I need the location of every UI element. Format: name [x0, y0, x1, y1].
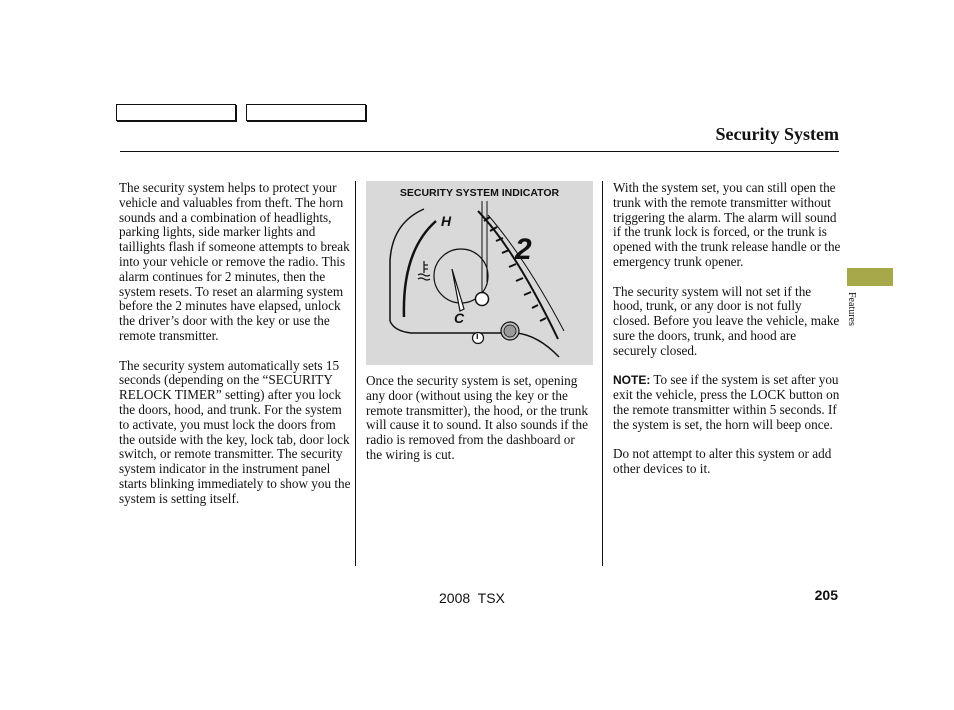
- right-column: [613, 181, 841, 492]
- paragraph: The security system will not set if the hood, trunk, or any door is not fully closed. Before you leave the vehicle, make sure the doors, trunk, and hood are securely closed.: [613, 283, 840, 358]
- temperature-icon: [418, 261, 430, 280]
- paragraph: With the system set, you can still open the trunk with the remote transmitter without triggering the alarm. The alarm will sound if the trunk lock is forced, or the trunk is opened with the trunk release handle or the emergency trunk opener.: [613, 180, 841, 269]
- section-tab: [847, 268, 893, 286]
- footer-model: 2008 TSX: [439, 590, 505, 606]
- note-label: NOTE:: [613, 373, 651, 388]
- header-tab-box-1: [116, 104, 236, 121]
- paragraph: Do not attempt to alter this system or add other devices to it.: [613, 446, 832, 477]
- security-indicator-figure: [366, 181, 593, 365]
- middle-column: [366, 374, 594, 478]
- paragraph: The security system automatically sets 15 seconds (depending on the “SECURITY RELOCK TIMER” setting) after you lock the doors, hood, and trunk. For the system to activate, you must lock the doors from the outside with the key, lock tab, door lock switch, or remote transmitter. The security system indicator in the instrument panel starts blinking immediately to show you the system is setting itself.: [119, 357, 351, 506]
- figure-caption: SECURITY SYSTEM INDICATOR: [399, 187, 560, 199]
- paragraph: Once the security system is set, opening any door (without using the key or the remote transmitter), the hood, or the trunk will cause it to sound. It also sounds if the radio is removed from the dashboard or the wiring is cut.: [366, 373, 588, 462]
- gauge-hot-label: H: [441, 213, 452, 229]
- info-icon-label: i: [476, 331, 479, 341]
- note-text: To see if the system is set after you exit the vehicle, press the LOCK button on the remote transmitter within 5 seconds. If the system is set, the horn will beep once.: [613, 372, 840, 432]
- paragraph: The security system helps to protect your vehicle and valuables from theft. The horn sounds and a combination of headlights, parking lights, side marker lights and taillights flash if someone attempts to break into your vehicle or remove the radio. This alarm continues for 2 minutes, then the system resets. To reset an alarming system before the 2 minutes have elapsed, unlock the driver’s door with the key or use the remote transmitter.: [119, 180, 350, 343]
- note-paragraph: [613, 373, 841, 432]
- column-divider: [355, 181, 356, 566]
- tach-digit-label: 2: [515, 233, 532, 266]
- gauge-cold-label: C: [454, 310, 465, 326]
- header-tab-box-2: [246, 104, 366, 121]
- instrument-panel-illustration: [366, 181, 593, 365]
- temp-gauge-arc: [404, 221, 436, 317]
- title-rule: [120, 151, 839, 152]
- column-divider: [602, 181, 603, 566]
- panel-edge: [390, 209, 424, 321]
- left-column: [119, 181, 351, 521]
- page-number: 205: [814, 587, 838, 603]
- page-title: Security System: [715, 124, 839, 144]
- security-indicator-lamp: [476, 293, 489, 306]
- section-tab-label: Features: [846, 292, 857, 326]
